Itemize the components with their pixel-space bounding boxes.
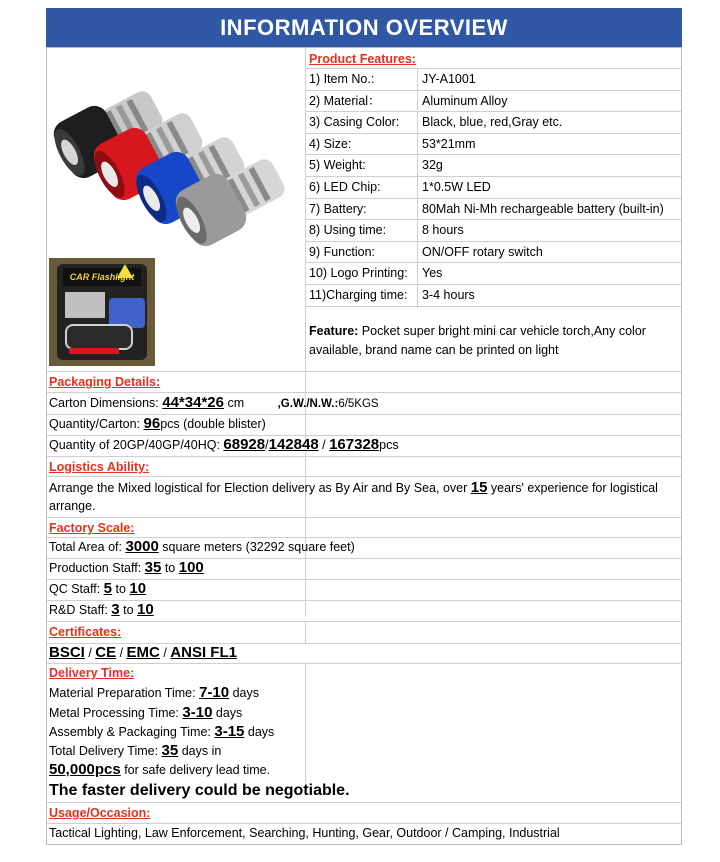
feature-row-label: 10) Logo Printing:	[309, 266, 408, 281]
feature-row-value: Aluminum Alloy	[422, 93, 508, 108]
carton-value: 44*34*26	[162, 394, 224, 411]
certificates-list: BSCI / CE / EMC / ANSI FL1	[49, 644, 237, 661]
quantity-per-carton: Quantity/Carton: 96pcs (double blister)	[49, 415, 266, 432]
feature-row-value: JY-A1001	[422, 72, 476, 86]
cert-emc: EMC	[126, 644, 160, 661]
feature-row-value: 80Mah Ni-Mh rechargeable battery (built-in)	[422, 201, 664, 216]
row-divider	[305, 198, 681, 199]
container-quantity: Quantity of 20GP/40GP/40HQ: 68928/142848 / 167328pcs	[49, 436, 399, 453]
row-divider	[305, 262, 681, 263]
area-value: 3000	[125, 538, 159, 555]
feature-row-value: 1*0.5W LED	[422, 180, 491, 194]
qc-staff: QC Staff: 5 to 10	[49, 580, 147, 597]
certificates-heading: Certificates:	[49, 625, 122, 639]
row-divider	[305, 154, 681, 155]
feature-row-value: 3-4 hours	[422, 288, 475, 302]
usage-text: Tactical Lighting, Law Enforcement, Searching, Hunting, Gear, Outdoor / Camping, Industrial	[49, 826, 560, 840]
qty-value: 96	[143, 415, 161, 432]
logistics-years: 15	[470, 479, 488, 496]
row-divider	[305, 111, 681, 112]
metal-processing-time: Metal Processing Time: 3-10 days	[49, 704, 243, 721]
feature-row-label: 11)Charging time:	[309, 288, 408, 302]
total-delivery-time: Total Delivery Time: 35 days in	[49, 742, 222, 759]
package-logo-text: CAR Flashlight	[69, 272, 135, 282]
rd-staff: R&D Staff: 3 to 10	[49, 601, 154, 618]
feature-row-label: 5) Weight:	[309, 158, 366, 173]
flashlights-photo	[47, 48, 305, 263]
star-icon	[117, 264, 133, 278]
feature-paragraph	[309, 322, 675, 360]
page-title: INFORMATION OVERVIEW	[46, 8, 682, 47]
feature-row-value: Yes	[422, 266, 443, 281]
feature-text: Pocket super bright mini car vehicle torch,Any color available, brand name can be printed on light	[309, 324, 646, 357]
row-divider	[305, 219, 681, 220]
packaging-heading: Packaging Details:	[49, 375, 161, 389]
delivery-heading: Delivery Time:	[49, 666, 135, 680]
row-divider	[305, 90, 681, 91]
feature-row-label: 1) Item No.:	[309, 72, 375, 86]
feature-row-label: 8) Using time:	[309, 223, 387, 238]
factory-heading: Factory Scale:	[49, 521, 135, 535]
row-divider	[305, 306, 681, 307]
cert-bsci: BSCI	[49, 644, 85, 661]
information-table	[46, 47, 682, 845]
feature-row-label: 4) Size:	[309, 136, 352, 151]
feature-row-label: 3) Casing Color:	[309, 115, 400, 130]
cert-ce: CE	[95, 644, 117, 661]
usage-heading: Usage/Occasion:	[49, 806, 151, 820]
carton-dimensions: Carton Dimensions: 44*34*26 cm ,G.W./N.W.:6/5KGS	[49, 394, 379, 411]
feature-row-value: ON/OFF rotary switch	[422, 244, 543, 259]
package-photo	[49, 258, 155, 366]
row-divider	[305, 284, 681, 285]
assembly-packaging-time: Assembly & Packaging Time: 3-15 days	[49, 723, 275, 740]
delivery-quantity: 50,000pcs for safe delivery lead time.	[49, 761, 271, 778]
hq-40gp: 142848	[268, 436, 319, 453]
feature-row-value: 53*21mm	[422, 136, 476, 151]
hq-40hq: 167328	[329, 436, 380, 453]
title-bar	[46, 8, 682, 47]
logistics-text: Arrange the Mixed logistical for Election delivery as By Air and By Sea, over 15 years' experience for logistical arrange.	[49, 479, 658, 513]
feature-label: Feature:	[309, 324, 359, 338]
feature-row-value: 8 hours	[422, 223, 464, 238]
product-features-heading: Product Features:	[309, 52, 416, 66]
feature-row-label: 2) Material：	[309, 93, 381, 108]
material-prep-time: Material Preparation Time: 7-10 days	[49, 684, 259, 701]
row-divider	[305, 133, 681, 134]
logistics-heading: Logistics Ability:	[49, 460, 150, 474]
factory-area: Total Area of: 3000 square meters (32292 square feet)	[49, 538, 355, 555]
product-image-area	[47, 48, 305, 371]
feature-row-label: 9) Function:	[309, 244, 376, 259]
feature-row-value: 32g	[422, 158, 443, 173]
cert-ansi: ANSI FL1	[170, 644, 237, 661]
row-divider	[305, 176, 681, 177]
production-staff: Production Staff: 35 to 100	[49, 559, 204, 576]
gw-label: ,G.W./N.W.:	[277, 398, 339, 410]
hq-20gp: 68928	[223, 436, 266, 453]
feature-row-value: Black, blue, red,Gray etc.	[422, 115, 563, 130]
feature-row-label: 6) LED Chip:	[309, 180, 381, 194]
negotiable-note: The faster delivery could be negotiable.	[49, 782, 350, 799]
feature-row-label: 7) Battery:	[309, 201, 367, 216]
row-divider	[305, 241, 681, 242]
gw-value: 6/5KGS	[338, 398, 379, 410]
